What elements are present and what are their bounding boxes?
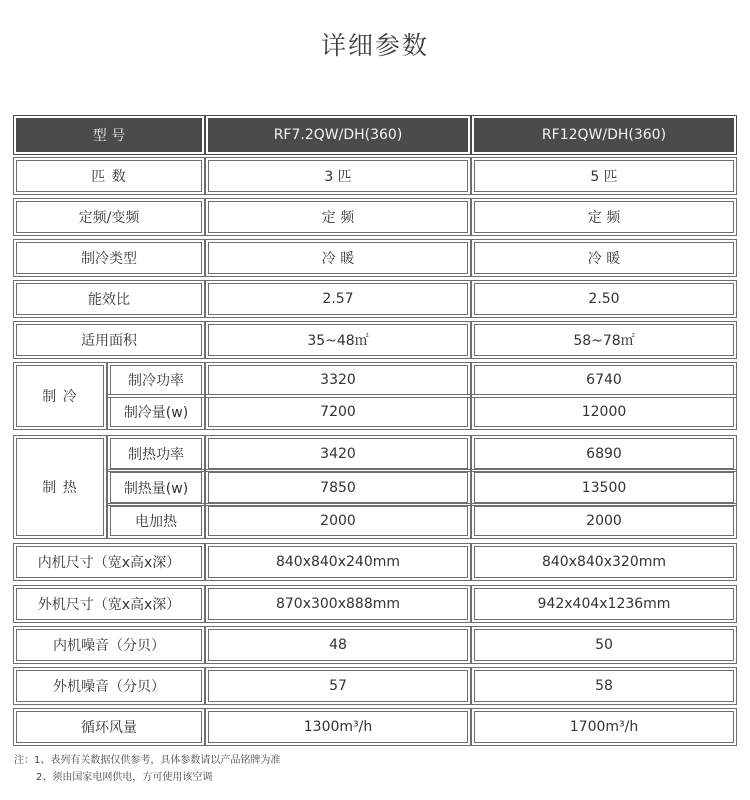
- row-value: 2000: [474, 506, 734, 536]
- row-label-indoor-size: 内机尺寸（宽x高x深）: [16, 546, 202, 578]
- row-value: 840x840x320mm: [474, 546, 734, 578]
- header-label: 型 号: [16, 118, 202, 152]
- group-label-cooling: 制 冷: [16, 365, 104, 427]
- row-value: 1700m³/h: [474, 711, 734, 743]
- row-value: 48: [208, 629, 468, 661]
- footnote: 注：1、表列有关数据仅供参考，具体参数请以产品铭牌为准: [14, 755, 281, 766]
- row-value: 冷 暖: [474, 242, 734, 274]
- row-value: 2.50: [474, 283, 734, 315]
- row-value: 57: [208, 670, 468, 702]
- heating-sub-label: 电加热: [110, 506, 202, 536]
- row-label-area: 适用面积: [16, 324, 202, 356]
- row-value: 定 频: [208, 201, 468, 233]
- row-value: 50: [474, 629, 734, 661]
- row-label-airflow: 循环风量: [16, 711, 202, 743]
- row-label-outdoor-noise: 外机噪音（分贝）: [16, 670, 202, 702]
- row-value: 7850: [208, 472, 468, 503]
- row-value: 3320: [208, 365, 468, 395]
- row-value: 2000: [208, 506, 468, 536]
- row-value: 870x300x888mm: [208, 588, 468, 620]
- row-value: 3420: [208, 438, 468, 469]
- row-value: 5 匹: [474, 160, 734, 192]
- row-value: 6740: [474, 365, 734, 395]
- row-label-pishu: 匹 数: [16, 160, 202, 192]
- heating-sub-label: 制热量(w): [110, 472, 202, 503]
- row-value: 6890: [474, 438, 734, 469]
- row-value: 冷 暖: [208, 242, 468, 274]
- cooling-sub-label: 制冷功率: [110, 365, 202, 395]
- row-label-outdoor-size: 外机尺寸（宽x高x深）: [16, 588, 202, 620]
- row-value: 12000: [474, 397, 734, 427]
- row-value: 942x404x1236mm: [474, 588, 734, 620]
- row-label-cooling-type: 制冷类型: [16, 242, 202, 274]
- row-value: 58~78㎡: [474, 324, 734, 356]
- row-label-eer: 能效比: [16, 283, 202, 315]
- row-label-inverter: 定频/变频: [16, 201, 202, 233]
- row-value: 定 频: [474, 201, 734, 233]
- row-value: 840x840x240mm: [208, 546, 468, 578]
- row-label-indoor-noise: 内机噪音（分贝）: [16, 629, 202, 661]
- footnotes: [14, 752, 280, 786]
- page-title: 详细参数: [320, 31, 429, 60]
- group-label-heating: 制 热: [16, 438, 104, 536]
- footnote: 2、须由国家电网供电，方可使用该空调: [36, 772, 213, 783]
- header-model-1: RF7.2QW/DH(360): [208, 118, 468, 152]
- row-value: 2.57: [208, 283, 468, 315]
- row-value: 3 匹: [208, 160, 468, 192]
- cooling-sub-label: 制冷量(w): [110, 397, 202, 427]
- row-value: 35~48㎡: [208, 324, 468, 356]
- row-value: 13500: [474, 472, 734, 503]
- heating-sub-label: 制热功率: [110, 438, 202, 469]
- header-model-2: RF12QW/DH(360): [474, 118, 734, 152]
- row-value: 1300m³/h: [208, 711, 468, 743]
- row-value: 58: [474, 670, 734, 702]
- row-value: 7200: [208, 397, 468, 427]
